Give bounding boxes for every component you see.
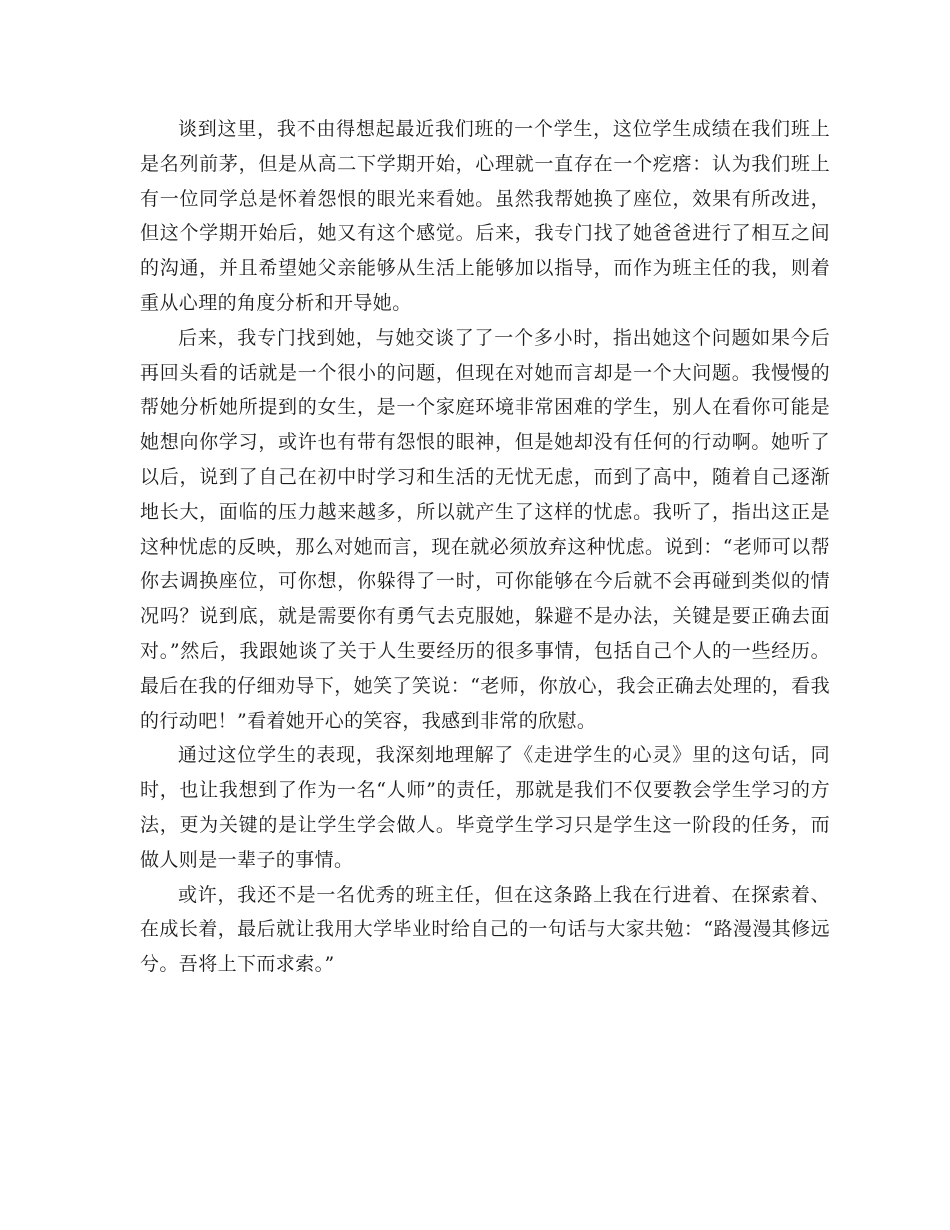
paragraph-3: 通过这位学生的表现，我深刻地理解了《走进学生的心灵》里的这句话，同时，也让我想到了作为一名“人师”的责任，那就是我们不仅要教会学生学习的方法，更为关键的是让学生学会做人。毕竟学生学习只是学生这一阶段的任务，而做人则是一辈子的事情。 <box>140 744 830 871</box>
document-body <box>140 112 830 982</box>
paragraph-2: 后来，我专门找到她，与她交谈了了一个多小时，指出她这个问题如果今后再回头看的话就是一个很小的问题，但现在对她而言却是一个大问题。我慢慢的帮她分析她所提到的女生，是一个家庭环境非常困难的学生，别人在看你可能是她想向你学习，或许也有带有怨恨的眼神，但是她却没有任何的行动啊。她听了以后，说到了自己在初中时学习和生活的无忧无虑，而到了高中，随着自己逐渐地长大，面临的压力越来越多，所以就产生了这样的忧虑。我听了，指出这正是这种忧虑的反映，那么对她而言，现在就必须放弃这种忧虑。说到：“老师可以帮你去调换座位，可你想，你躲得了一时，可你能够在今后就不会再碰到类似的情况吗？说到底，就是需要你有勇气去克服她，躲避不是办法，关键是要正确去面对。”然后，我跟她谈了关于人生要经历的很多事情，包括自己个人的一些经历。最后在我的仔细劝导下，她笑了笑说：“老师，你放心，我会正确去处理的，看我的行动吧！”看着她开心的笑容，我感到非常的欣慰。 <box>140 326 830 732</box>
paragraph-1: 谈到这里，我不由得想起最近我们班的一个学生，这位学生成绩在我们班上是名列前茅，但是从高二下学期开始，心理就一直存在一个疙瘩：认为我们班上有一位同学总是怀着怨恨的眼光来看她。虽然我帮她换了座位，效果有所改进，但这个学期开始后，她又有这个感觉。后来，我专门找了她爸爸进行了相互之间的沟通，并且希望她父亲能够从生活上能够加以指导，而作为班主任的我，则着重从心理的角度分析和开导她。 <box>140 118 830 314</box>
paragraph-4: 或许，我还不是一名优秀的班主任，但在这条路上我在行进着、在探索着、在成长着，最后就让我用大学毕业时给自己的一句话与大家共勉：“路漫漫其修远兮。吾将上下而求索。” <box>140 883 830 976</box>
